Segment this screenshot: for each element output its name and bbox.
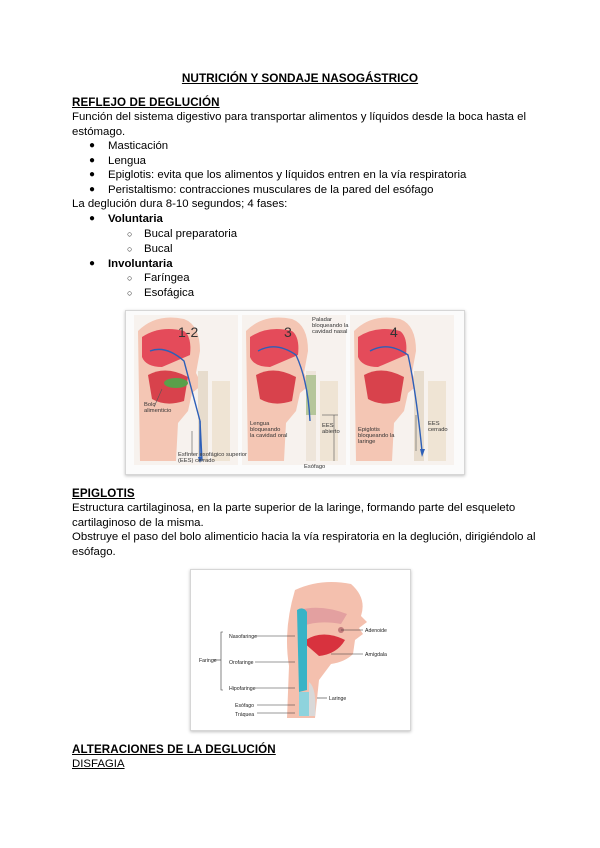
phase-involuntaria-items — [127, 271, 195, 300]
label-epiglotis-1: Epiglotis — [358, 427, 380, 433]
label-esfinter-2: (EES) cerrado — [178, 458, 215, 464]
subheading-disfagia: DISFAGIA — [72, 758, 125, 770]
esophagus-shape — [299, 692, 309, 716]
heading-alteraciones: ALTERACIONES DE LA DEGLUCIÓN — [72, 743, 276, 756]
bullet-icon: ● — [89, 183, 96, 195]
pharynx-diagram — [191, 570, 410, 730]
pharynx-anatomy-figure — [190, 569, 411, 731]
deglucion-elements-list — [89, 139, 467, 197]
label-ees-abierto-1: EES — [322, 423, 334, 429]
label-hipofaringe: Hipofaringe — [229, 686, 256, 692]
label-laringe: Laringe — [329, 696, 347, 702]
circle-bullet-icon: ○ — [127, 287, 133, 298]
bullet-icon: ● — [89, 154, 96, 166]
list-item: ● Peristaltismo: contracciones musculares de la pared del esófago — [89, 183, 434, 196]
label-bolo-2: alimenticio — [144, 408, 172, 414]
label-adenoide: Adenoide — [365, 628, 387, 634]
list-item: ● Lengua — [89, 154, 147, 167]
bullet-icon: ● — [89, 169, 96, 181]
label-esfinter-1: Esfínter esofágico superior — [178, 452, 247, 458]
epiglotis-paragraph — [72, 501, 542, 559]
label-paladar-3: cavidad nasal — [312, 329, 348, 335]
intro-line-2: estómago. — [72, 125, 126, 138]
phase-involuntaria — [89, 257, 173, 272]
list-item: ○ Bucal — [127, 242, 173, 255]
bullet-icon: ● — [89, 258, 96, 269]
circle-bullet-icon: ○ — [127, 273, 133, 283]
bullet-icon: ● — [89, 140, 96, 151]
circle-bullet-icon: ○ — [127, 229, 133, 239]
label-ees-cerrado-1: EES — [428, 421, 440, 427]
stage-label-1-2: 1-2 — [178, 324, 199, 340]
phases-intro: La deglución dura 8-10 segundos; 4 fases: — [72, 198, 288, 210]
list-item: ○ Faríngea — [127, 272, 190, 284]
document-title: NUTRICIÓN Y SONDAJE NASOGÁSTRICO — [181, 71, 419, 85]
stage-label-4: 4 — [390, 324, 398, 340]
list-item: ● Voluntaria — [89, 213, 163, 225]
swallowing-phases-figure — [125, 310, 465, 475]
label-ees-abierto-2: abierto — [322, 429, 340, 435]
intro-line-1: Función del sistema digestivo para transportar alimentos y líquidos desde la boca hasta el — [72, 111, 526, 123]
intro-paragraph — [72, 110, 532, 139]
label-esofago: Esófago — [304, 464, 326, 470]
epiglotis-line-1: Estructura cartilaginosa, en la parte superior de la laringe, formando parte del esqueleto — [72, 502, 516, 514]
heading-epiglotis: EPIGLOTIS — [72, 487, 135, 500]
label-paladar-2: bloqueando la — [312, 323, 349, 329]
phase-voluntaria-items — [127, 227, 238, 256]
list-item: ● Masticación — [89, 140, 169, 152]
epiglotis-line-4: esófago. — [72, 545, 116, 558]
label-lengua-2: bloqueando — [250, 427, 281, 433]
label-esofago: Esófago — [235, 703, 255, 709]
list-item: ● Involuntaria — [89, 258, 173, 270]
label-lengua-3: la cavidad oral — [250, 433, 288, 439]
label-lengua-1: Lengua — [250, 421, 270, 427]
list-item: ● Epiglotis: evita que los alimentos y líquidos entren en la vía respiratoria — [89, 169, 467, 182]
label-epiglotis-3: laringe — [358, 439, 376, 445]
label-bolo-1: Bolo — [144, 402, 156, 408]
label-ees-cerrado-2: cerrado — [428, 427, 448, 433]
phase-voluntaria — [89, 212, 163, 227]
label-epiglotis-2: bloqueando la — [358, 433, 395, 439]
list-item: ○ Bucal preparatoria — [127, 228, 238, 240]
epiglotis-line-3: Obstruye el paso del bolo alimenticio hacia la vía respiratoria en la deglución, dirigiéndolo al — [72, 531, 536, 544]
circle-bullet-icon: ○ — [127, 243, 133, 254]
bullet-icon: ● — [89, 213, 96, 224]
label-nasofaringe: Nasofaringe — [229, 634, 257, 640]
epiglotis-line-2: cartilaginoso de la misma. — [72, 516, 204, 529]
label-orofaringe: Orofaringe — [229, 660, 254, 666]
label-faringe: Faringe — [199, 658, 217, 664]
label-traquea: Tráquea — [235, 712, 255, 718]
stage-label-3: 3 — [284, 324, 292, 340]
label-paladar-1: Paladar — [312, 317, 332, 323]
heading-reflejo-deglucion: REFLEJO DE DEGLUCIÓN — [72, 96, 220, 109]
label-amigdala: Amígdala — [365, 652, 387, 658]
swallowing-diagram — [126, 311, 464, 474]
list-item: ○ Esofágica — [127, 286, 195, 299]
stage-3-panel — [242, 315, 346, 465]
